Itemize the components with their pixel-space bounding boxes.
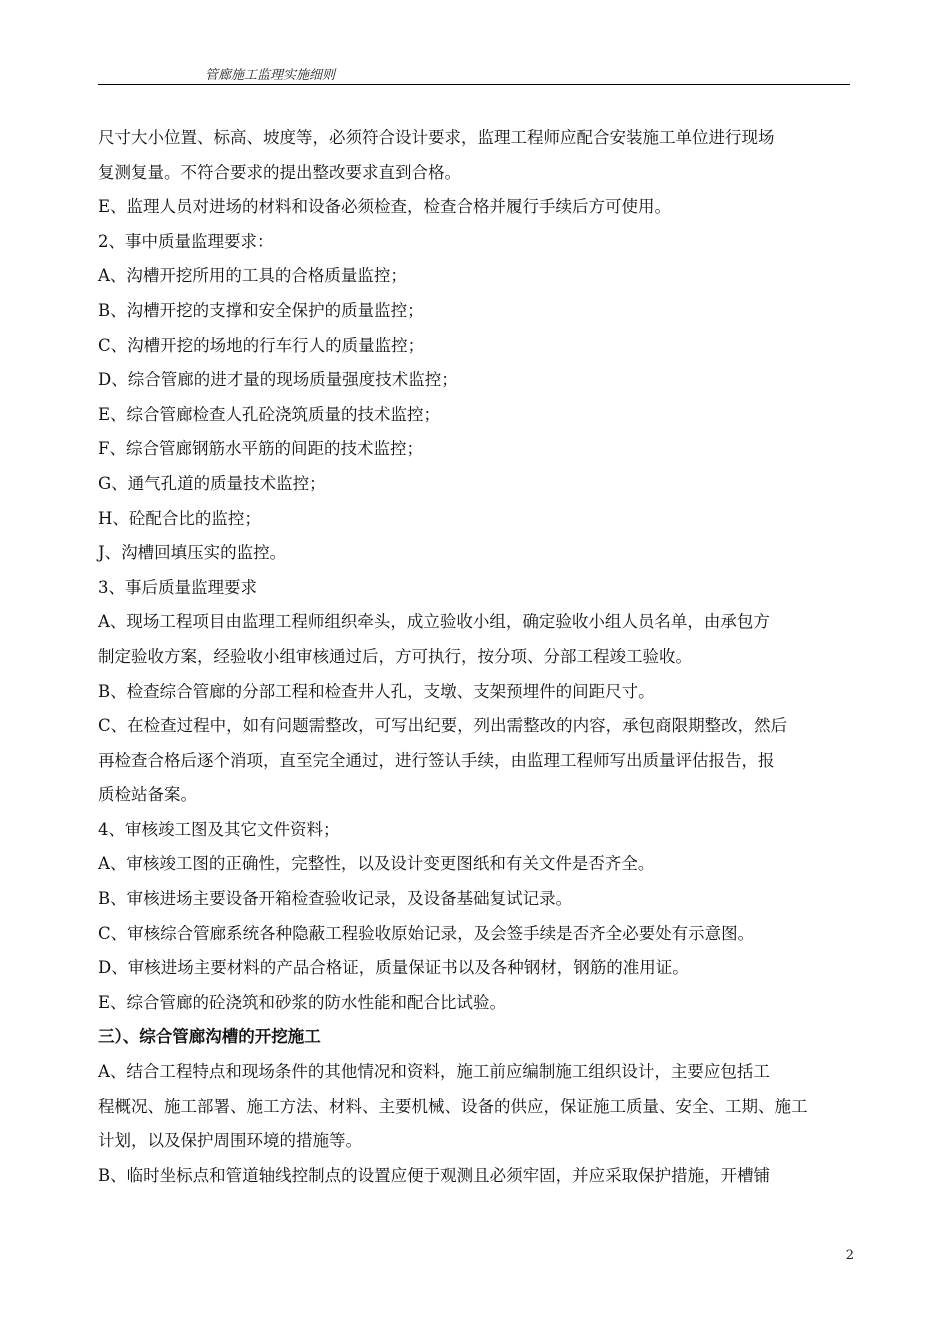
body-line: 再检查合格后逐个消项，直至完全通过，进行签认手续，由监理工程师写出质量评估报告，报	[98, 750, 775, 770]
list-item: H、砼配合比的监控；	[98, 508, 261, 528]
list-item: J、沟槽回填压实的监控。	[98, 543, 287, 563]
section-heading: 2、事中质量监理要求：	[98, 231, 274, 251]
body-line: E、监理人员对进场的材料和设备必须检查，检查合格并履行手续后方可使用。	[98, 197, 672, 217]
page-header	[98, 62, 850, 85]
header-title: 管廊施工监理实施细则	[205, 68, 336, 83]
list-item: E、综合管廊检查人孔砼浇筑质量的技术监控；	[98, 404, 441, 424]
list-item: B、审核进场主要设备开箱检查验收记录，及设备基础复试记录。	[98, 889, 573, 909]
list-item: D、审核进场主要材料的产品合格证，质量保证书以及各种钢材，钢筋的准用证。	[98, 958, 689, 978]
body-line: 制定验收方案，经验收小组审核通过后，方可执行，按分项、分部工程竣工验收。	[98, 646, 692, 666]
page-number: 2	[845, 1248, 854, 1263]
list-item: B、沟槽开挖的支撑和安全保护的质量监控；	[98, 300, 424, 320]
list-item: A、结合工程特点和现场条件的其他情况和资料，施工前应编制施工组织设计，主要应包括工	[98, 1062, 770, 1082]
body-line: 计划，以及保护周围环境的措施等。	[98, 1131, 362, 1151]
body-line: 质检站备案。	[98, 785, 197, 805]
chapter-heading: 三）、综合管廊沟槽的开挖施工	[98, 1027, 321, 1047]
list-item: G、通气孔道的质量技术监控；	[98, 473, 326, 493]
section-heading: 4、审核竣工图及其它文件资料；	[98, 819, 340, 839]
document-body	[98, 121, 858, 1193]
list-item: A、现场工程项目由监理工程师组织牵头，成立验收小组，确定验收小组人员名单，由承包方	[98, 612, 770, 632]
list-item: C、沟槽开挖的场地的行车行人的质量监控；	[98, 335, 425, 355]
list-item: F、综合管廊钢筋水平筋的间距的技术监控；	[98, 439, 423, 459]
list-item: C、在检查过程中，如有问题需整改，可写出纪要，列出需整改的内容，承包商限期整改，然后	[98, 716, 788, 736]
list-item: B、检查综合管廊的分部工程和检查井人孔，支墩、支架预埋件的间距尺寸。	[98, 681, 655, 701]
body-line: 程概况、施工部署、施工方法、材料、主要机械、设备的供应，保证施工质量、安全、工期、施工	[98, 1096, 808, 1116]
list-item: B、临时坐标点和管道轴线控制点的设置应便于观测且必须牢固，并应采取保护措施，开槽铺	[98, 1165, 771, 1185]
list-item: A、沟槽开挖所用的工具的合格质量监控；	[98, 266, 407, 286]
list-item: C、审核综合管廊系统各种隐蔽工程验收原始记录，及会签手续是否齐全必要处有示意图。	[98, 923, 755, 943]
section-heading: 3、事后质量监理要求	[98, 577, 257, 597]
body-line: 尺寸大小位置、标高、坡度等，必须符合设计要求，监理工程师应配合安装施工单位进行现场	[98, 128, 775, 147]
body-line: 复测复量。不符合要求的提出整改要求直到合格。	[98, 162, 461, 182]
list-item: D、综合管廊的进才量的现场质量强度技术监控；	[98, 370, 458, 390]
list-item: E、综合管廊的砼浇筑和砂浆的防水性能和配合比试验。	[98, 992, 507, 1012]
list-item: A、审核竣工图的正确性，完整性，以及设计变更图纸和有关文件是否齐全。	[98, 854, 655, 874]
